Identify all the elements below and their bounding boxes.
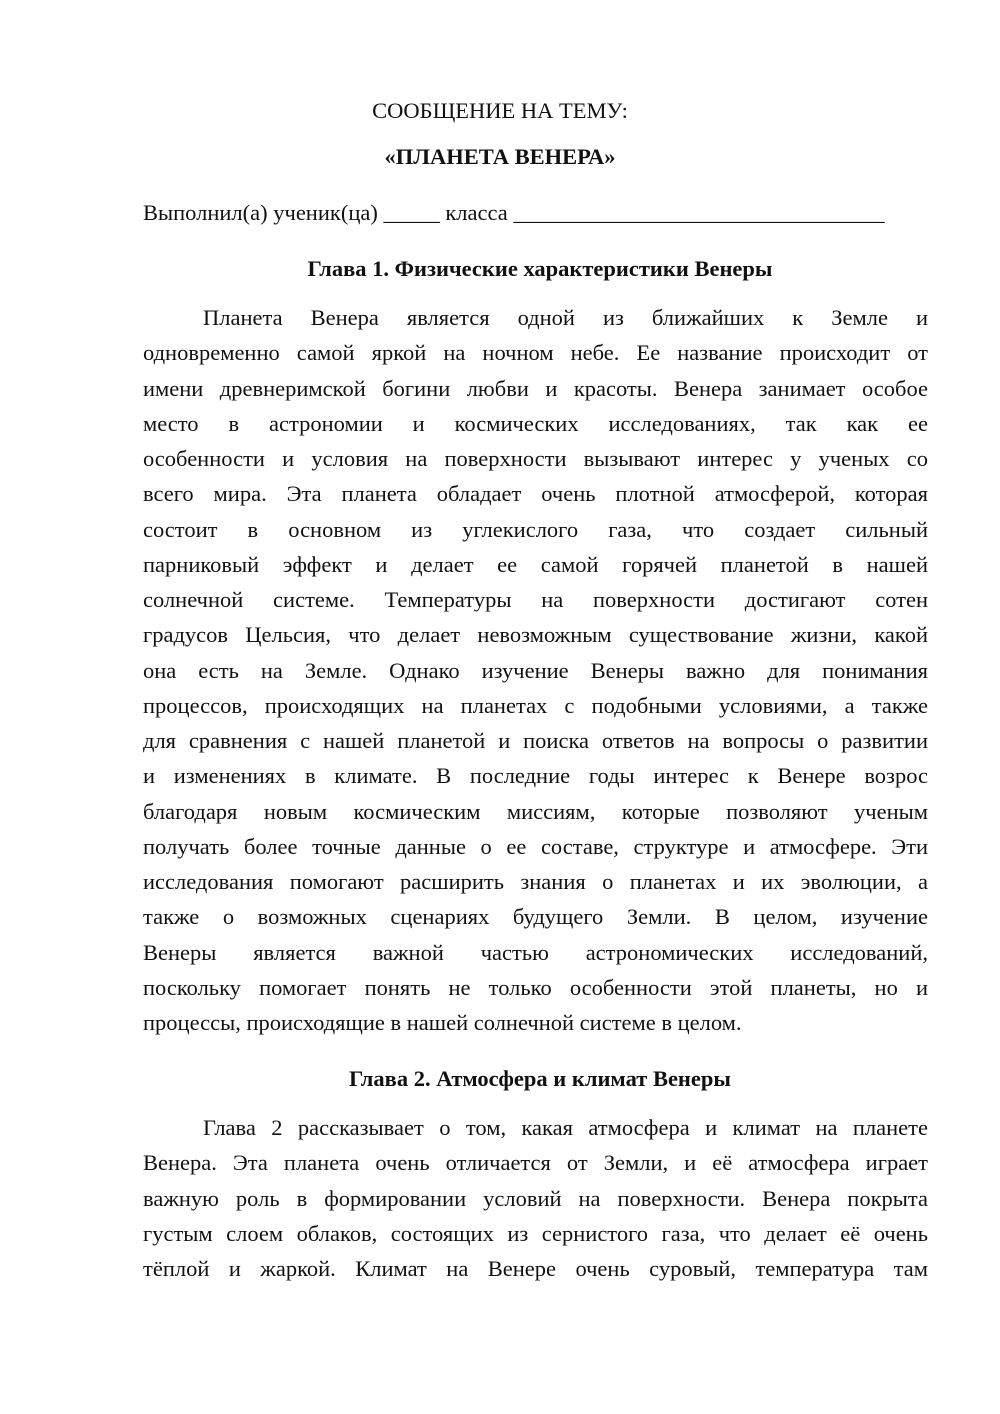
paragraph-line: она есть на Земле. Однако изучение Венеры важно для понимания xyxy=(143,657,928,683)
paragraph-line: Планета Венера является одной из ближайших к Земле и xyxy=(203,305,928,330)
author-line: Выполнил(а) ученик(ца) _____ класса _________________________________ xyxy=(143,200,885,225)
paragraph-line: важную роль в формировании условий на поверхности. Венера покрыта xyxy=(143,1185,928,1211)
paragraph-line: процессы, происходящие в нашей солнечной системе в целом. xyxy=(143,1010,742,1035)
paragraph-line: Глава 2 рассказывает о том, какая атмосфера и климат на планете xyxy=(203,1115,928,1140)
paragraph-line: процессов, происходящих на планетах с подобными условиями, а также xyxy=(143,692,928,718)
paragraph-line: исследования помогают расширить знания о планетах и их эволюции, а xyxy=(143,869,928,894)
paragraph-line: для сравнения с нашей планетой и поиска ответов на вопросы о развитии xyxy=(143,728,928,753)
document-title-line-2: «ПЛАНЕТА ВЕНЕРА» xyxy=(384,144,616,169)
paragraph-line: и изменениях в климате. В последние годы интерес к Венере возрос xyxy=(143,763,928,789)
paragraph-line: также о возможных сценариях будущего Земли. В целом, изучение xyxy=(143,904,928,930)
paragraph-line: Венеры является важной частью астрономических исследований, xyxy=(143,939,928,965)
paragraph-line: солнечной системе. Температуры на поверхности достигают сотен xyxy=(143,587,928,612)
paragraph-line: особенности и условия на поверхности вызывают интерес у ученых со xyxy=(143,446,928,471)
paragraph-line: благодаря новым космическим миссиям, которые позволяют ученым xyxy=(143,798,928,824)
paragraph-line: имени древнеримской богини любви и красоты. Венера занимает особое xyxy=(143,375,928,401)
paragraph-line: густым слоем облаков, состоящих из сернистого газа, что делает её очень xyxy=(143,1220,928,1246)
paragraph-line: одновременно самой яркой на ночном небе. Ее название происходит от xyxy=(143,340,928,366)
chapter-2-heading: Глава 2. Атмосфера и климат Венеры xyxy=(349,1066,731,1091)
paragraph-line: всего мира. Эта планета обладает очень плотной атмосферой, которая xyxy=(143,481,928,507)
chapter-2-paragraph xyxy=(143,1110,928,1286)
paragraph-line: место в астрономии и космических исследованиях, так как ее xyxy=(143,410,928,436)
paragraph-line: поскольку помогает понять не только особенности этой планеты, но и xyxy=(143,974,928,1000)
paragraph-line: градусов Цельсия, что делает невозможным существование жизни, какой xyxy=(143,622,928,648)
paragraph-line: тёплой и жаркой. Климат на Венере очень суровый, температура там xyxy=(143,1256,928,1281)
chapter-1-heading: Глава 1. Физические характеристики Венеры xyxy=(307,256,773,281)
document-title-line-1: СООБЩЕНИЕ НА ТЕМУ: xyxy=(372,98,628,123)
paragraph-line: получать более точные данные о ее составе, структуре и атмосфере. Эти xyxy=(143,833,928,859)
paragraph-line: парниковый эффект и делает ее самой горячей планетой в нашей xyxy=(143,551,928,577)
paragraph-line: состоит в основном из углекислого газа, что создает сильный xyxy=(143,516,928,542)
paragraph-line: Венера. Эта планета очень отличается от Земли, и её атмосфера играет xyxy=(143,1150,928,1176)
chapter-1-paragraph xyxy=(143,300,928,1040)
